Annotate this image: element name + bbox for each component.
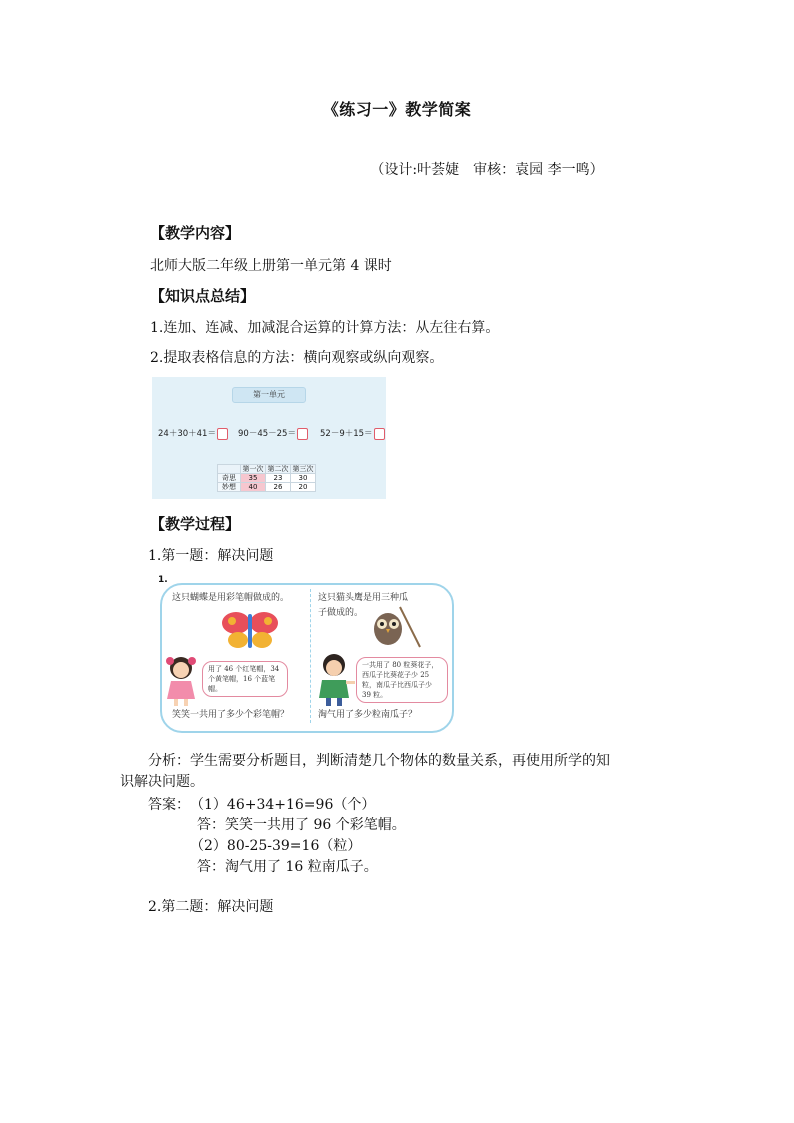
answer-2-text: 答：淘气用了 16 粒南瓜子。: [197, 859, 378, 875]
table-cell: 第一次: [242, 465, 264, 473]
boy-icon: [316, 651, 356, 707]
table-row: [218, 483, 316, 492]
answer-box: [297, 428, 308, 440]
table-cell: 第二次: [267, 465, 289, 473]
unit-label: 第一单元: [232, 387, 306, 403]
table-cell: 35: [241, 474, 266, 483]
table-row: [218, 474, 316, 483]
answer-label: 答案：: [148, 797, 190, 813]
word-problem-figure: [154, 575, 454, 732]
girl-icon: [162, 653, 200, 707]
answer-box: [217, 428, 228, 440]
page-title: 《练习一》教学简案: [322, 100, 472, 119]
table-cell: 20: [291, 483, 316, 492]
exercise-figure: [152, 377, 386, 499]
owl-caption-line2: 子做成的。: [318, 608, 364, 618]
table-cell: 26: [266, 483, 291, 492]
content-text: 北师大版二年级上册第一单元第 4 课时: [150, 258, 392, 274]
analysis-line-2: 识解决问题。: [120, 774, 204, 790]
dashed-divider: [310, 589, 311, 723]
process-heading: 【教学过程】: [150, 515, 241, 533]
answer-box: [374, 428, 385, 440]
score-table: [217, 464, 316, 492]
butterfly-icon: [220, 609, 280, 651]
answer-1-equation: （1）46+34+16=96（个）: [190, 797, 376, 813]
table-cell: 奇思: [218, 474, 241, 483]
table-cell: 30: [291, 474, 316, 483]
answer-2-equation: （2）80-25-39=16（粒）: [190, 838, 362, 854]
table-cell: 第三次: [292, 465, 314, 473]
answer-1-text: 答：笑笑一共用了 96 个彩笔帽。: [197, 817, 406, 833]
owl-speech-bubble: 一共用了 80 粒葵花子，西瓜子比葵花子少 25 粒，南瓜子比西瓜子少 39 粒。: [356, 657, 448, 703]
summary-point-2: 2.提取表格信息的方法：横向观察或纵向观察。: [150, 350, 444, 366]
expression-3: 52－9＋15＝: [320, 427, 385, 440]
problem-number: 1.: [158, 575, 168, 585]
expression-2: 90－45－25＝: [238, 427, 308, 440]
table-cell: 妙想: [218, 483, 241, 492]
expression-1: 24＋30＋41＝: [158, 427, 228, 440]
table-cell: 23: [266, 474, 291, 483]
summary-point-1: 1.连加、连减、加减混合运算的计算方法：从左往右算。: [150, 320, 500, 336]
q1-heading: 1.第一题：解决问题: [148, 548, 274, 564]
butterfly-caption: 这只蝴蝶是用彩笔帽做成的。: [172, 593, 290, 603]
table-header-row: [218, 465, 316, 474]
owl-caption-line1: 这只猫头鹰是用三种瓜: [318, 593, 409, 603]
table-cell: [218, 465, 241, 474]
table-cell: 40: [241, 483, 266, 492]
owl-icon: [368, 605, 424, 649]
q2-heading: 2.第二题：解决问题: [148, 899, 274, 915]
owl-question: 淘气用了多少粒南瓜子？: [318, 710, 418, 720]
analysis-line-1: 分析：学生需要分析题目，判断清楚几个物体的数量关系，再使用所学的知: [148, 753, 610, 769]
summary-heading: 【知识点总结】: [150, 287, 256, 305]
butterfly-question: 笑笑一共用了多少个彩笔帽？: [172, 710, 290, 720]
butterfly-speech-bubble: 用了 46 个红笔帽，34 个黄笔帽，16 个蓝笔帽。: [202, 661, 288, 697]
content-heading: 【教学内容】: [150, 224, 241, 242]
byline: （设计:叶荟婕 审核：袁园 李一鸣）: [370, 162, 604, 178]
